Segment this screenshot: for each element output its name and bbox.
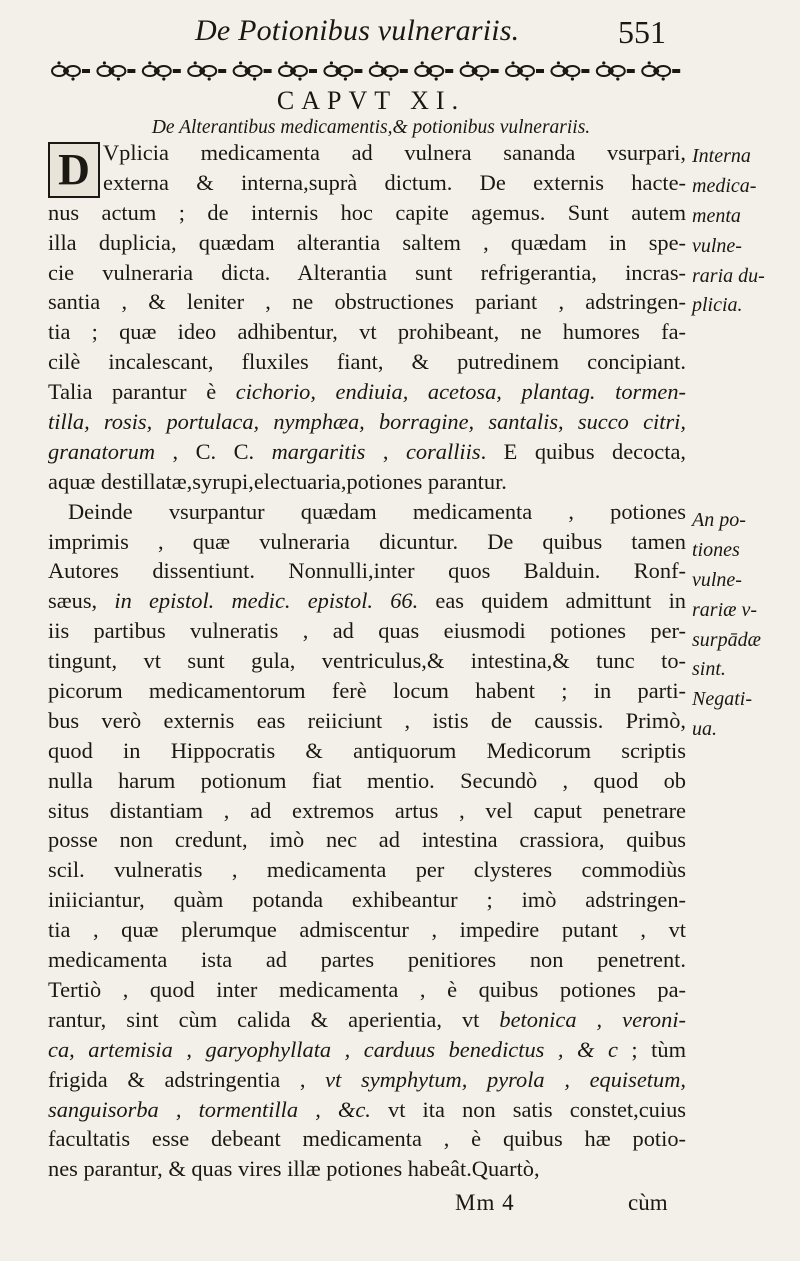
text-segment: situs distantiam , ad extremos artus , vel caput penetrare [48,797,686,823]
ornament-unit [370,61,408,80]
ornament-unit [506,61,544,80]
text-line [48,437,686,467]
text-line [48,646,686,676]
text-line [48,1035,686,1065]
text-line [48,317,686,347]
ornament-unit [143,61,181,80]
text-segment: facultatis esse debeant medicamenta , è quibus hæ potio- [48,1126,686,1152]
chapter-subtitle: De Alterantibus medicamentis,& potionibus vulnerariis. [151,117,591,138]
ornament-unit [324,61,362,80]
ornament-unit [279,61,317,80]
text-segment: frigida & adstringentia , [48,1066,326,1092]
text-segment: iniiciantur, quàm potanda exhibeantur ; imò adstringen- [48,887,686,913]
marginal-line: rariæ v- [692,598,757,621]
text-segment: scil. vulneratis , medicamenta per clysteres commodiùs [48,857,686,883]
text-segment: , C. C. [155,438,272,464]
text-segment: bus verò externis eas reiiciunt , istis de caussis. Primò, [48,707,686,733]
text-segment: sæus, [48,588,115,614]
italic-segment: cichorio, endiuia, acetosa, plantag. tormen- [235,379,686,405]
ornament-unit [52,61,90,80]
text-line [48,407,686,437]
italic-segment: ca, artemisia , garyophyllata , carduus benedictus , & c [48,1036,618,1062]
text-segment: Tertiò , quod inter medicamenta , è quibus potiones pa- [48,976,686,1002]
text-line [48,706,686,736]
main-text [48,138,686,1184]
text-segment: externa & interna,suprà dictum. De externis hacte- [103,169,686,195]
ornament-unit [461,61,499,80]
text-segment: illa duplicia, quædam alterantia saltem , quædam in spe- [48,229,686,255]
text-segment: , [365,438,406,464]
marginal-line: raria du- [692,264,765,287]
text-segment: nes parantur, & quas vires illæ potiones habeât.Quartò, [48,1156,540,1182]
marginal-line: ua. [692,718,717,741]
text-line [48,168,686,198]
text-segment: santia , & leniter , ne obstructiones pariant , adstringen- [48,289,686,315]
text-segment: Talia parantur è [48,379,236,405]
text-line [48,497,686,527]
italic-segment: margaritis [271,438,366,464]
text-line [48,1005,686,1035]
ornament-unit [551,61,589,80]
text-segment: picorum medicamentorum ferè locum habent ; in parti- [48,678,686,704]
marginal-line: menta [692,204,741,227]
text-segment: . E quibus decocta, [480,438,686,464]
italic-segment: in epistol. medic. epistol. 66. [114,588,419,614]
ornament-unit [234,61,272,80]
text-segment: posse non credunt, imò nec ad intestina crassiora, quibus [48,827,686,853]
text-segment: imprimis , quæ vulneraria dicuntur. De quibus tamen [48,528,686,554]
text-segment: ; tùm [617,1036,687,1062]
text-line [48,1124,686,1154]
text-line [48,556,686,586]
text-line [48,945,686,975]
marginal-line: medica- [692,174,757,197]
text-line [48,915,686,945]
text-line [48,885,686,915]
text-segment: nus actum ; de internis hoc capite agemus. Sunt autem [48,199,686,225]
text-line [48,1095,686,1125]
ornament-unit [415,61,453,80]
text-line [48,586,686,616]
marginal-line: Interna [692,145,751,167]
text-line [48,975,686,1005]
drop-cap: D [48,142,100,198]
text-line [48,1154,686,1184]
ornament-unit [642,61,680,80]
italic-segment: tilla, rosis, portulaca, nymphæa, borragine, santalis, succo citri, [48,409,686,435]
text-segment: tia ; quæ ideo adhibentur, vt prohibeant, ne humores fa- [48,319,686,345]
text-segment: cie vulneraria dicta. Alterantia sunt refrigerantia, incras- [48,259,686,285]
text-segment: tia , quæ plerumque admiscentur , impedire putant , vt [48,917,686,943]
chapter-title: CAPVT XI. [276,86,466,115]
italic-segment: betonica , veroni- [499,1006,687,1032]
text-segment: cilè incalescant, fluxiles fiant, & putredinem concipiant. [48,349,686,375]
marginal-line: vulne- [692,568,742,591]
text-segment: quod in Hippocratis & antiquorum Medicorum scriptis [48,737,686,763]
text-segment: Deinde vsurpantur quædam medicamenta , potiones [68,498,686,524]
text-segment: medicamenta ista ad partes penitiores non penetrent. [48,947,686,973]
text-line [48,825,686,855]
marginal-line: vulne- [692,234,742,257]
marginal-note-2 [692,506,792,745]
text-line [48,228,686,258]
italic-segment: vt symphytum, pyrola , equisetum, [325,1066,686,1092]
text-line [48,527,686,557]
text-line [48,347,686,377]
text-segment: nulla harum potionum fiat mentio. Secundò , quod ob [48,767,686,793]
page-number: 551 [618,14,666,50]
text-segment: vt ita non satis constet,cuius [370,1096,686,1122]
text-segment: rantur, sint cùm calida & aperientia, vt [48,1006,500,1032]
italic-segment: granatorum [48,438,155,464]
marginal-line: An po- [692,509,746,531]
ornament-unit [597,61,635,80]
text-line [48,467,686,497]
text-segment: aquæ destillatæ,syrupi,electuaria,potiones parantur. [48,468,507,494]
text-line [48,855,686,885]
text-line [48,287,686,317]
text-line [48,198,686,228]
text-line [48,796,686,826]
marginal-line: sint. [692,658,726,681]
marginal-line: plicia. [692,294,743,317]
catchword: cùm [628,1190,668,1215]
running-head: De Potionibus vulnerariis. [195,14,520,47]
text-line [48,616,686,646]
marginal-note-1 [692,142,792,321]
marginal-line: surpādæ [692,628,761,651]
text-line [48,138,686,168]
text-segment: iis partibus vulneratis , ad quas eiusmodi potiones per- [48,618,686,644]
italic-segment: sanguisorba , tormentilla , &c. [48,1096,371,1122]
text-line [48,766,686,796]
ornament-unit [188,61,226,80]
text-line [48,736,686,766]
text-line [48,258,686,288]
text-line [48,1065,686,1095]
italic-segment: coralliis [405,438,481,464]
marginal-line: Negati- [692,688,752,711]
signature-mark: Mm 4 [455,1190,515,1215]
text-segment: Vplicia medicamenta ad vulnera sananda vsurpari, [103,140,686,165]
text-segment: eas quidem admittunt in [418,588,686,614]
text-segment: tingunt, vt sunt gula, ventriculus,& intestina,& tunc to- [48,648,686,674]
ornament-border-icon [48,60,683,82]
text-line [48,377,686,407]
text-line [48,676,686,706]
ornament-unit [97,61,135,80]
marginal-line: tiones [692,538,740,561]
text-segment: Autores dissentiunt. Nonnulli,inter quos Balduin. Ronf- [48,558,686,584]
